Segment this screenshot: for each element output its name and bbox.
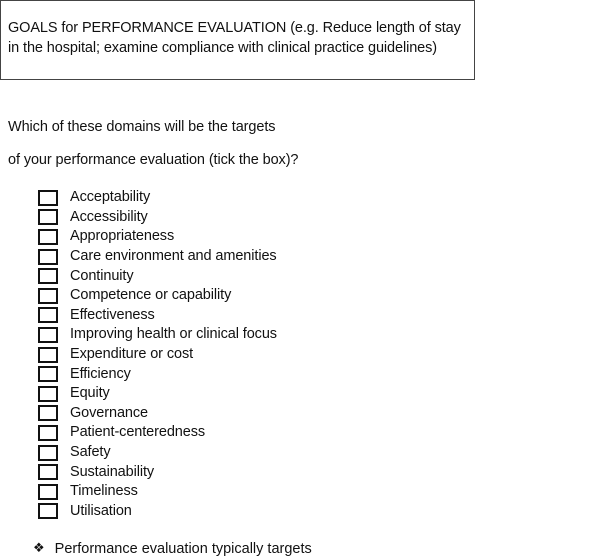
domain-item-safety[interactable]	[38, 443, 277, 463]
goals-box	[0, 0, 475, 80]
domain-item-acceptability[interactable]	[38, 188, 277, 208]
checkbox[interactable]	[38, 288, 58, 304]
goals-box-line-1: GOALS for PERFORMANCE EVALUATION (e.g. Reduce length of stay	[8, 20, 461, 36]
domain-label: Sustainability	[70, 463, 155, 480]
question-line-2: of your performance evaluation (tick the box)?	[8, 152, 299, 168]
domain-item-improving-health[interactable]	[38, 325, 277, 345]
domain-item-governance[interactable]	[38, 404, 277, 424]
checkbox[interactable]	[38, 347, 58, 363]
domain-item-effectiveness[interactable]	[38, 306, 277, 326]
checkbox[interactable]	[38, 327, 58, 343]
domain-item-continuity[interactable]	[38, 266, 277, 286]
checkbox[interactable]	[38, 209, 58, 225]
domain-label: Equity	[70, 385, 110, 402]
domain-label: Acceptability	[70, 189, 151, 206]
goals-box-line-2: in the hospital; examine compliance with clinical practice guidelines)	[8, 39, 438, 56]
checkbox[interactable]	[38, 249, 58, 265]
checkbox[interactable]	[38, 386, 58, 402]
checkbox[interactable]	[38, 484, 58, 500]
checkbox[interactable]	[38, 190, 58, 206]
domain-label: Competence or capability	[70, 287, 232, 304]
checkbox[interactable]	[38, 307, 58, 323]
domain-item-timeliness[interactable]	[38, 482, 277, 502]
domain-label: Appropriateness	[70, 228, 175, 245]
domain-label: Safety	[70, 444, 111, 461]
domain-label: Care environment and amenities	[70, 248, 277, 265]
checkbox[interactable]	[38, 425, 58, 441]
domain-item-expenditure[interactable]	[38, 345, 277, 365]
domain-label: Efficiency	[70, 365, 131, 382]
checkbox[interactable]	[38, 229, 58, 245]
domain-label: Timeliness	[70, 483, 138, 500]
domain-label: Utilisation	[70, 502, 132, 519]
domain-label: Effectiveness	[70, 306, 155, 323]
domain-item-care-environment[interactable]	[38, 247, 277, 267]
domain-label: Expenditure or cost	[70, 346, 194, 363]
checkbox[interactable]	[38, 405, 58, 421]
domain-item-utilisation[interactable]	[38, 502, 277, 522]
domain-item-equity[interactable]	[38, 384, 277, 404]
domain-label: Accessibility	[70, 208, 148, 225]
domain-label: Continuity	[70, 267, 134, 284]
domain-item-sustainability[interactable]	[38, 462, 277, 482]
domain-label: Improving health or clinical focus	[70, 326, 277, 343]
domain-item-competence[interactable]	[38, 286, 277, 306]
domain-item-patient-centeredness[interactable]	[38, 423, 277, 443]
diamond-bullet-icon: ❖	[33, 541, 45, 556]
checkbox[interactable]	[38, 366, 58, 382]
bullet-point	[33, 540, 312, 558]
domain-checklist	[38, 188, 277, 521]
domain-item-accessibility[interactable]	[38, 208, 277, 228]
bullet-text: Performance evaluation typically targets	[54, 541, 312, 557]
checkbox[interactable]	[38, 464, 58, 480]
domain-item-appropriateness[interactable]	[38, 227, 277, 247]
checkbox[interactable]	[38, 503, 58, 519]
checkbox[interactable]	[38, 268, 58, 284]
domain-label: Patient-centeredness	[70, 424, 206, 441]
question-line-1: Which of these domains will be the targets	[8, 119, 276, 135]
domain-item-efficiency[interactable]	[38, 364, 277, 384]
checkbox[interactable]	[38, 445, 58, 461]
domain-label: Governance	[70, 404, 148, 421]
